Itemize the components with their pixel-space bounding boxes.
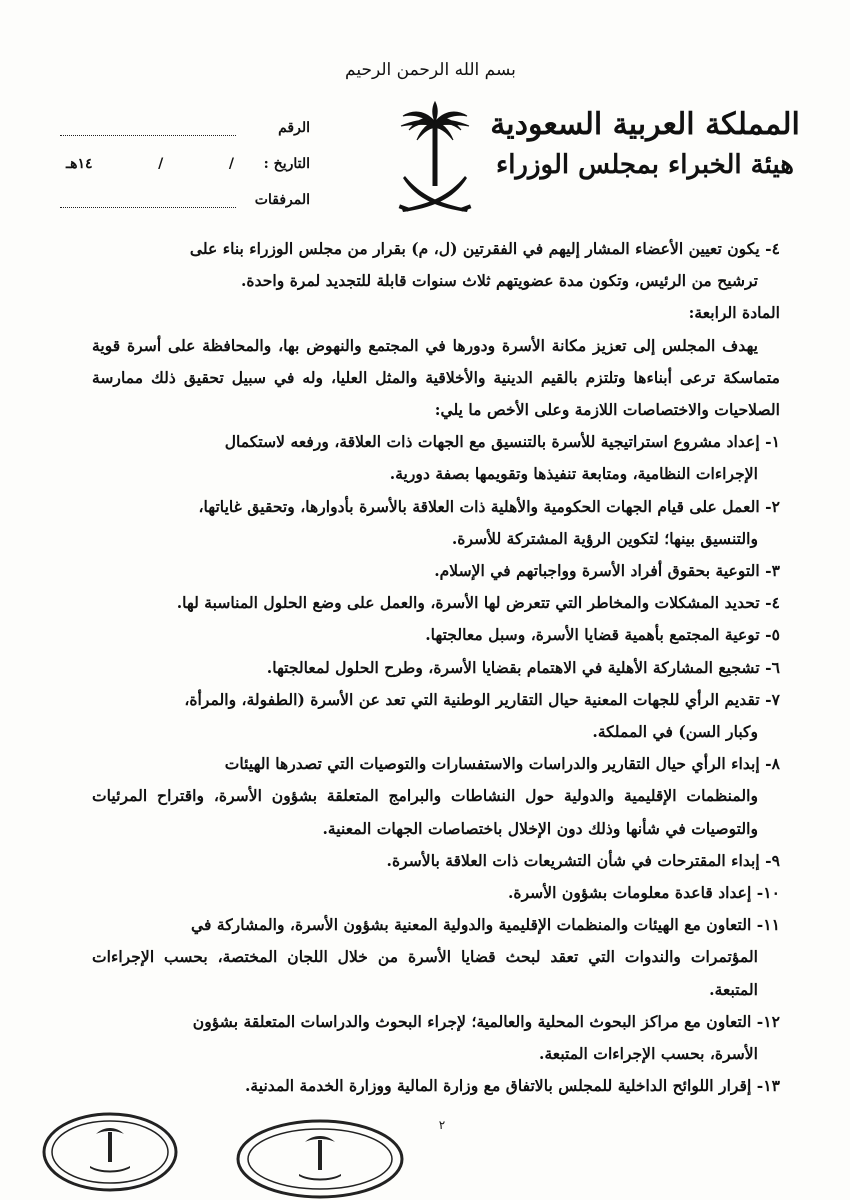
date-row [60, 146, 310, 182]
item-text: إقرار اللوائح الداخلية للمجلس بالاتفاق مع وزارة المالية ووزارة الخدمة المدنية. [244, 1076, 752, 1096]
date-label: التاريخ : [263, 156, 310, 172]
item-number: ١١- [756, 915, 780, 935]
article-item [92, 748, 780, 845]
number-label: الرقم [278, 120, 310, 136]
attachments-row [60, 182, 310, 218]
article-item [92, 1006, 780, 1070]
item-text: تقديم الرأي للجهات المعنية حيال التقارير الوطنية التي تعد عن الأسرة (الطفولة، والمرأة، [184, 689, 760, 709]
item-number: ٩- [765, 850, 780, 870]
item-continuation: المؤتمرات والندوات التي تعقد لبحث قضايا الأسرة من خلال اللجان المختصة، بحسب الإجراءات المتبعة. [92, 947, 758, 999]
item-text: تشجيع المشاركة الأهلية في الاهتمام بقضايا الأسرة، وطرح الحلول لمعالجتها. [266, 657, 760, 677]
experts-commission-seal-stamp [235, 1118, 405, 1200]
page-number: ٢ [438, 1118, 446, 1132]
number-line [60, 121, 236, 136]
date-suffix: ١٤هـ [66, 156, 93, 172]
article-items-list [92, 426, 780, 1102]
item-text: التوعية بحقوق أفراد الأسرة وواجباتهم في الإسلام. [434, 561, 760, 581]
item-number: ٦- [765, 657, 780, 677]
item-text: إعداد قاعدة معلومات بشؤون الأسرة. [507, 883, 752, 903]
authority-name: هيئة الخبراء بمجلس الوزراء [495, 150, 794, 180]
article-item [92, 684, 780, 748]
article-intro: يهدف المجلس إلى تعزيز مكانة الأسرة ودورها في المجتمع والنهوض بها، والمحافظة على أسرة قوية متماسكة ترعى أبناءها وتلتزم بالقيم الدينية والأخلاقية والمثل العليا، وله في سبيل تحقيق ذلك ممارسة الصلاحيات والاختصاصات اللازمة وعلى الأخص ما يلي: [92, 335, 780, 420]
article-item [92, 1070, 780, 1102]
item-number: ١- [765, 432, 780, 452]
item-continuation: والمنظمات الإقليمية والدولية حول النشاطات والبرامج المتعلقة بشؤون الأسرة، واقتراح المرئيات والتوصيات في شأنها وذلك دون الإخلال باختصاصات الجهات المعنية. [92, 786, 758, 838]
item-number: ٢- [765, 496, 780, 516]
article-item [92, 877, 780, 909]
article-item [92, 555, 780, 587]
item-text: تحديد المشكلات والمخاطر التي تتعرض لها الأسرة، والعمل على وضع الحلول المناسبة لها. [176, 593, 760, 613]
item-number: ٣- [765, 561, 780, 581]
item-continuation: الأسرة، بحسب الإجراءات المتبعة. [539, 1044, 758, 1064]
article-item [92, 491, 780, 555]
item-continuation: وكبار السن) في المملكة. [592, 722, 758, 742]
item-number: ١٢- [756, 1011, 780, 1031]
item-number: ٤- [765, 239, 780, 258]
kingdom-name: المملكة العربية السعودية [490, 107, 800, 142]
attachments-label: المرفقات [254, 192, 310, 208]
item-text: العمل على قيام الجهات الحكومية والأهلية ذات العلاقة بالأسرة بأدوارها، وتحقيق غاياتها، [198, 496, 760, 516]
clause-item-4 [92, 233, 780, 297]
item-number: ٤- [765, 593, 780, 613]
article-item [92, 845, 780, 877]
article-item [92, 652, 780, 684]
item-text: التعاون مع الهيئات والمنظمات الإقليمية والدولية المعنية بشؤون الأسرة، والمشاركة في [191, 915, 752, 935]
issuer-title-block [480, 105, 810, 185]
palm-swords-emblem-icon [395, 100, 475, 220]
item-text: توعية المجتمع بأهمية قضايا الأسرة، وسبل معالجتها. [425, 625, 760, 645]
item-text: إبداء المقترحات في شأن التشريعات ذات العلاقة بالأسرة. [386, 850, 760, 870]
item-text: يكون تعيين الأعضاء المشار إليهم في الفقرتين (ل، م) بقرار من مجلس الوزراء بناء على [189, 239, 760, 258]
article-item [92, 909, 780, 1006]
item-text: إعداد مشروع استراتيجية للأسرة بالتنسيق مع الجهات ذات العلاقة، ورفعه لاستكمال [224, 432, 760, 452]
item-number: ٥- [765, 625, 780, 645]
item-number: ٨- [765, 754, 780, 774]
article-item [92, 619, 780, 651]
item-continuation: الإجراءات النظامية، ومتابعة تنفيذها وتقويمها بصفة دورية. [389, 464, 758, 484]
number-row [60, 110, 310, 146]
secretariat-seal-stamp [40, 1110, 180, 1195]
date-sep-1: / [228, 156, 234, 172]
item-number: ١٣- [756, 1076, 780, 1096]
date-parts [60, 156, 240, 172]
item-continuation: والتنسيق بينها؛ لتكوين الرؤية المشتركة للأسرة. [451, 528, 758, 548]
item-text: التعاون مع مراكز البحوث المحلية والعالمية؛ لإجراء البحوث والدراسات المتعلقة بشؤون [192, 1011, 752, 1031]
item-continuation: ترشيح من الرئيس، وتكون مدة عضويتهم ثلاث سنوات قابلة للتجديد لمرة واحدة. [240, 271, 758, 291]
article-heading: المادة الرابعة: [688, 303, 780, 323]
item-text: إبداء الرأي حيال التقارير والدراسات والاستفسارات والتوصيات التي تصدرها الهيئات [224, 754, 760, 774]
date-sep-2: / [158, 156, 164, 172]
item-number: ١٠- [756, 883, 780, 903]
article-item [92, 587, 780, 619]
item-number: ٧- [765, 689, 780, 709]
basmala: بسم الله الرحمن الرحيم [345, 60, 516, 80]
attachments-line [60, 193, 236, 208]
article-item [92, 426, 780, 490]
reference-fields [60, 110, 310, 218]
document-body [92, 233, 780, 1102]
